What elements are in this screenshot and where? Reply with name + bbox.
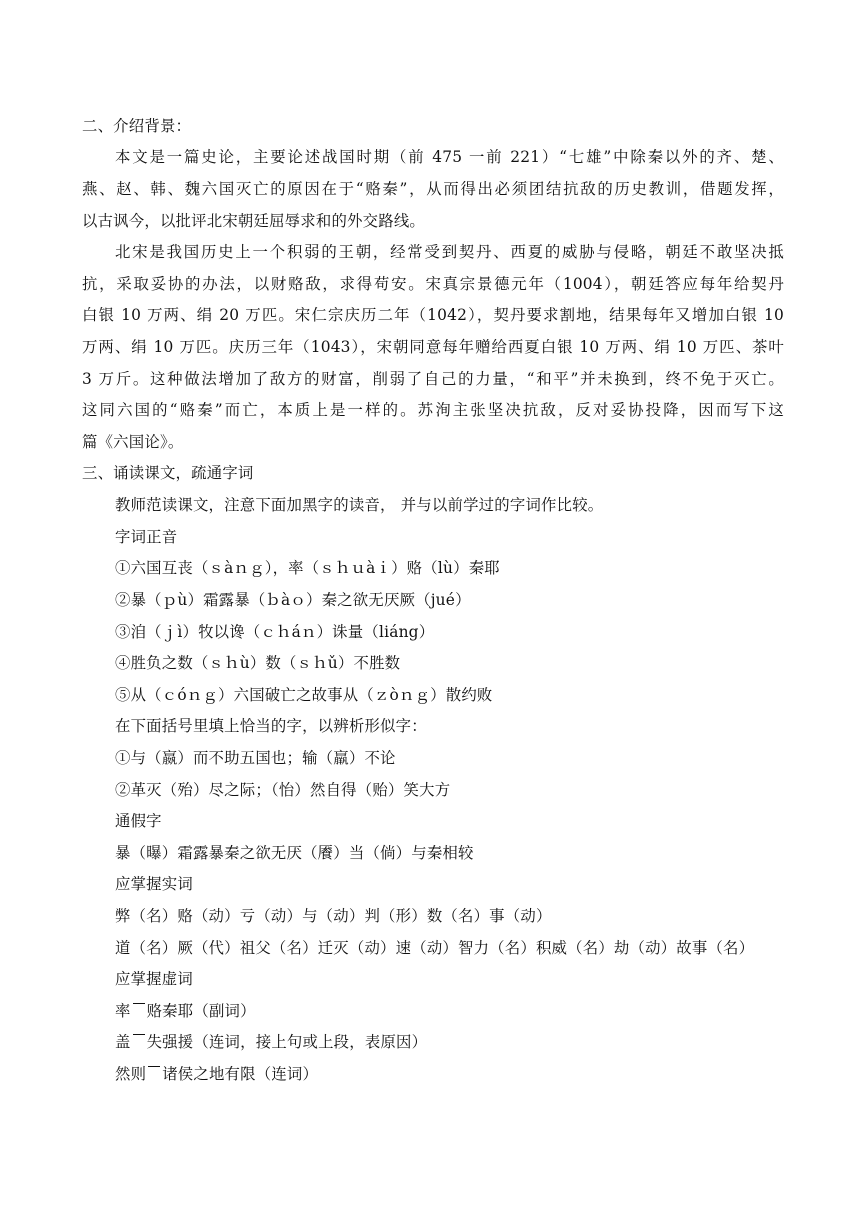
paragraph-line: 白银 10 万两、绢 20 万匹。宋仁宗庆历二年（1042），契丹要求割地，结果每年又增加白银 10	[82, 306, 784, 324]
pronunciation-item: ⑤从（ｃóｎｇ）六国破亡之故事从（ｚòｎｇ）散约败	[115, 686, 493, 704]
content-words-line: 弊（名）赂（动）亏（动）与（动）判（形）数（名）事（动）	[115, 907, 552, 925]
function-word-example: 失强援（连词，接上句或上段，表原因）	[146, 1033, 428, 1051]
function-word-example: 赂秦耶（副词）	[146, 1002, 256, 1020]
tongjia-line: 暴（曝）霜露暴秦之欲无厌（餍）当（倘）与秦相较	[115, 844, 474, 862]
similar-character-item: ②革灭（殆）尽之际；（怡）然自得（贻）笑大方	[115, 781, 451, 799]
subheading-pronunciation: 字词正音	[115, 528, 178, 546]
paragraph-line: 北宋是我国历史上一个积弱的王朝，经常受到契丹、西夏的威胁与侵略，朝廷不敢坚决抵	[115, 243, 784, 261]
blank-mark	[131, 1032, 147, 1042]
paragraph-line: 3 万斤。这种做法增加了敌方的财富，削弱了自己的力量，“和平”并未换到，终不免于灭亡。	[82, 370, 784, 388]
function-word-item	[115, 1001, 256, 1021]
paragraph-line: 以古讽今，以批评北宋朝廷屈辱求和的外交路线。	[82, 212, 425, 230]
blank-mark	[131, 1001, 147, 1011]
paragraph-line: 万两、绢 10 万匹。庆历三年（1043），宋朝同意每年赠给西夏白银 10 万两、绢 10 万匹、茶叶	[82, 338, 784, 356]
paragraph-line: 燕、赵、韩、魏六国灭亡的原因在于“赂秦”，从而得出必须团结抗敌的历史教训，借题发挥，	[82, 180, 784, 198]
paragraph-line: 抗，采取妥协的办法，以财赂敌，求得苟安。宋真宗景德元年（1004），朝廷答应每年给契丹	[82, 275, 784, 293]
paragraph-line: 篇《六国论》。	[82, 433, 184, 451]
blank-mark	[146, 1064, 162, 1074]
paragraph-line: 本文是一篇史论，主要论述战国时期（前 475 一前 221）“七雄”中除秦以外的齐、楚、	[115, 148, 784, 166]
subheading-function-words: 应掌握虚词	[115, 970, 193, 988]
subheading-tongjia: 通假字	[115, 812, 162, 830]
similar-character-item: ①与（嬴）而不助五国也；输（羸）不论	[115, 749, 396, 767]
subheading-content-words: 应掌握实词	[115, 875, 193, 893]
pronunciation-item: ③洎（ｊì）牧以谗（ｃｈáｎ）诛量（liáng）	[115, 623, 435, 641]
pronunciation-item: ④胜负之数（ｓｈù）数（ｓｈǔ）不胜数	[115, 654, 401, 672]
content-words-line: 道（名）厥（代）祖父（名）迁灭（动）速（动）智力（名）积威（名）劫（动）故事（名）	[115, 939, 755, 957]
function-word: 盖	[115, 1033, 131, 1051]
function-word: 率	[115, 1002, 131, 1020]
pronunciation-item: ②暴（ｐù）霜露暴（ｂàｏ）秦之欲无厌厥（jué）	[115, 591, 471, 609]
section-heading-background: 二、介绍背景：	[82, 117, 192, 135]
function-word-example: 诸侯之地有限（连词）	[162, 1065, 319, 1083]
function-word-item	[115, 1064, 318, 1084]
pronunciation-item: ①六国互丧（ｓàｎｇ），率（ｓｈｕàｉ）赂（lù）秦耶	[115, 559, 500, 577]
function-word: 然则	[115, 1065, 147, 1083]
paragraph-line: 这同六国的“赂秦”而亡，本质上是一样的。苏洵主张坚决抗敌，反对妥协投降，因而写下这	[82, 401, 784, 419]
section-heading-reading: 三、诵读课文，疏通字词	[82, 464, 254, 482]
instruction-text: 教师范读课文，注意下面加黑字的读音， 并与以前学过的字词作比较。	[115, 496, 604, 514]
function-word-item	[115, 1032, 427, 1052]
instruction-text: 在下面括号里填上恰当的字，以辨析形似字：	[115, 717, 427, 735]
